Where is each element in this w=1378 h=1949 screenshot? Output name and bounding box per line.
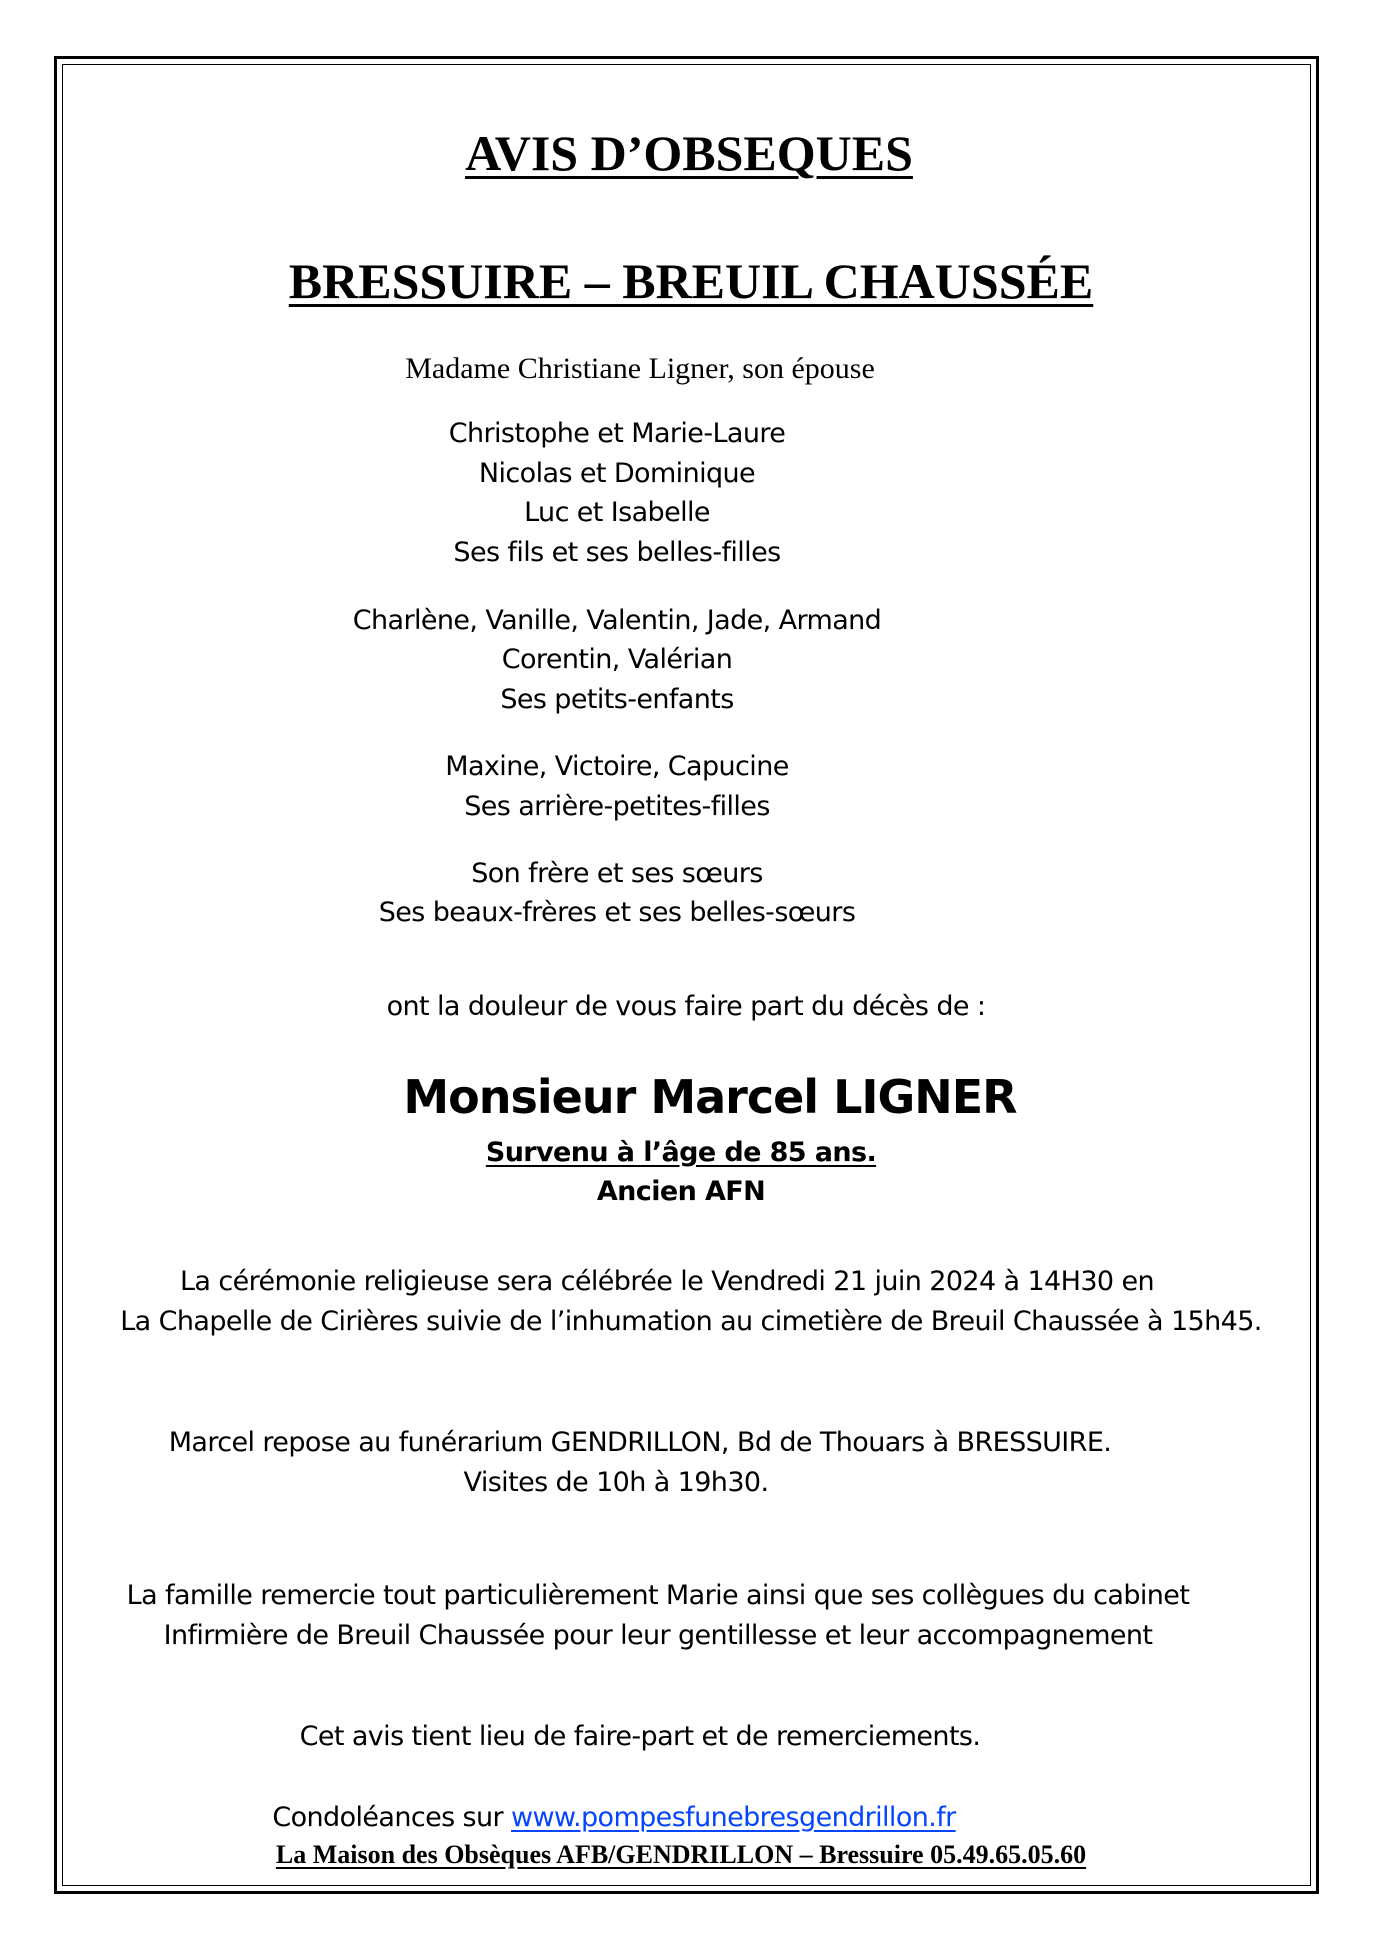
rest-line-1: Marcel repose au funérarium GENDRILLON, Bd de Thouars à BRESSUIRE. — [168, 1427, 1112, 1458]
announcement-line: ont la douleur de vous faire part du décès de : — [386, 991, 986, 1022]
condolences-label: Condoléances sur — [272, 1802, 512, 1833]
thanks-line-1: La famille remercie tout particulièrement Marie ainsi que ses collègues du cabinet — [126, 1580, 1190, 1611]
grandchildren-line-3: Ses petits-enfants — [500, 684, 734, 715]
condolences-line — [272, 1804, 955, 1831]
condolences-link[interactable]: www.pompesfunebresgendrillon.fr — [511, 1802, 956, 1833]
thanks-line-2: Infirmière de Breuil Chaussée pour leur gentillesse et leur accompagnement — [163, 1620, 1153, 1651]
siblings-line-1: Son frère et ses sœurs — [471, 858, 763, 889]
sons-line-4: Ses fils et ses belles-filles — [453, 537, 781, 568]
rest-line-2: Visites de 10h à 19h30. — [463, 1467, 769, 1498]
great-grandchildren-line-1: Maxine, Victoire, Capucine — [445, 751, 789, 782]
sons-line-3: Luc et Isabelle — [524, 497, 710, 528]
great-grandchildren-line-2: Ses arrière-petites-filles — [464, 791, 770, 822]
deceased-note: Ancien AFN — [596, 1176, 766, 1207]
deceased-age: Survenu à l’âge de 85 ans. — [485, 1137, 877, 1168]
deceased-name: Monsieur Marcel LIGNER — [403, 1070, 1017, 1124]
ceremony-line-2: La Chapelle de Cirières suivie de l’inhumation au cimetière de Breuil Chaussée à 15h45. — [120, 1306, 1262, 1337]
grandchildren-line-1: Charlène, Vanille, Valentin, Jade, Armand — [352, 605, 882, 636]
inner-border — [62, 64, 1311, 1886]
notice-location: BRESSUIRE – BREUIL CHAUSSÉE — [288, 253, 1094, 309]
notice-line: Cet avis tient lieu de faire-part et de remerciements. — [299, 1721, 981, 1752]
siblings-line-2: Ses beaux-frères et ses belles-sœurs — [378, 897, 856, 928]
spouse-line: Madame Christiane Ligner, son épouse — [405, 352, 875, 385]
notice-title: AVIS D’OBSEQUES — [465, 125, 913, 181]
grandchildren-line-2: Corentin, Valérian — [501, 644, 733, 675]
ceremony-line-1: La cérémonie religieuse sera célébrée le Vendredi 21 juin 2024 à 14H30 en — [179, 1266, 1155, 1297]
footer-line: La Maison des Obsèques AFB/GENDRILLON – Bressuire 05.49.65.05.60 — [275, 1840, 1087, 1869]
sons-line-1: Christophe et Marie-Laure — [448, 418, 786, 449]
sons-line-2: Nicolas et Dominique — [478, 458, 756, 489]
